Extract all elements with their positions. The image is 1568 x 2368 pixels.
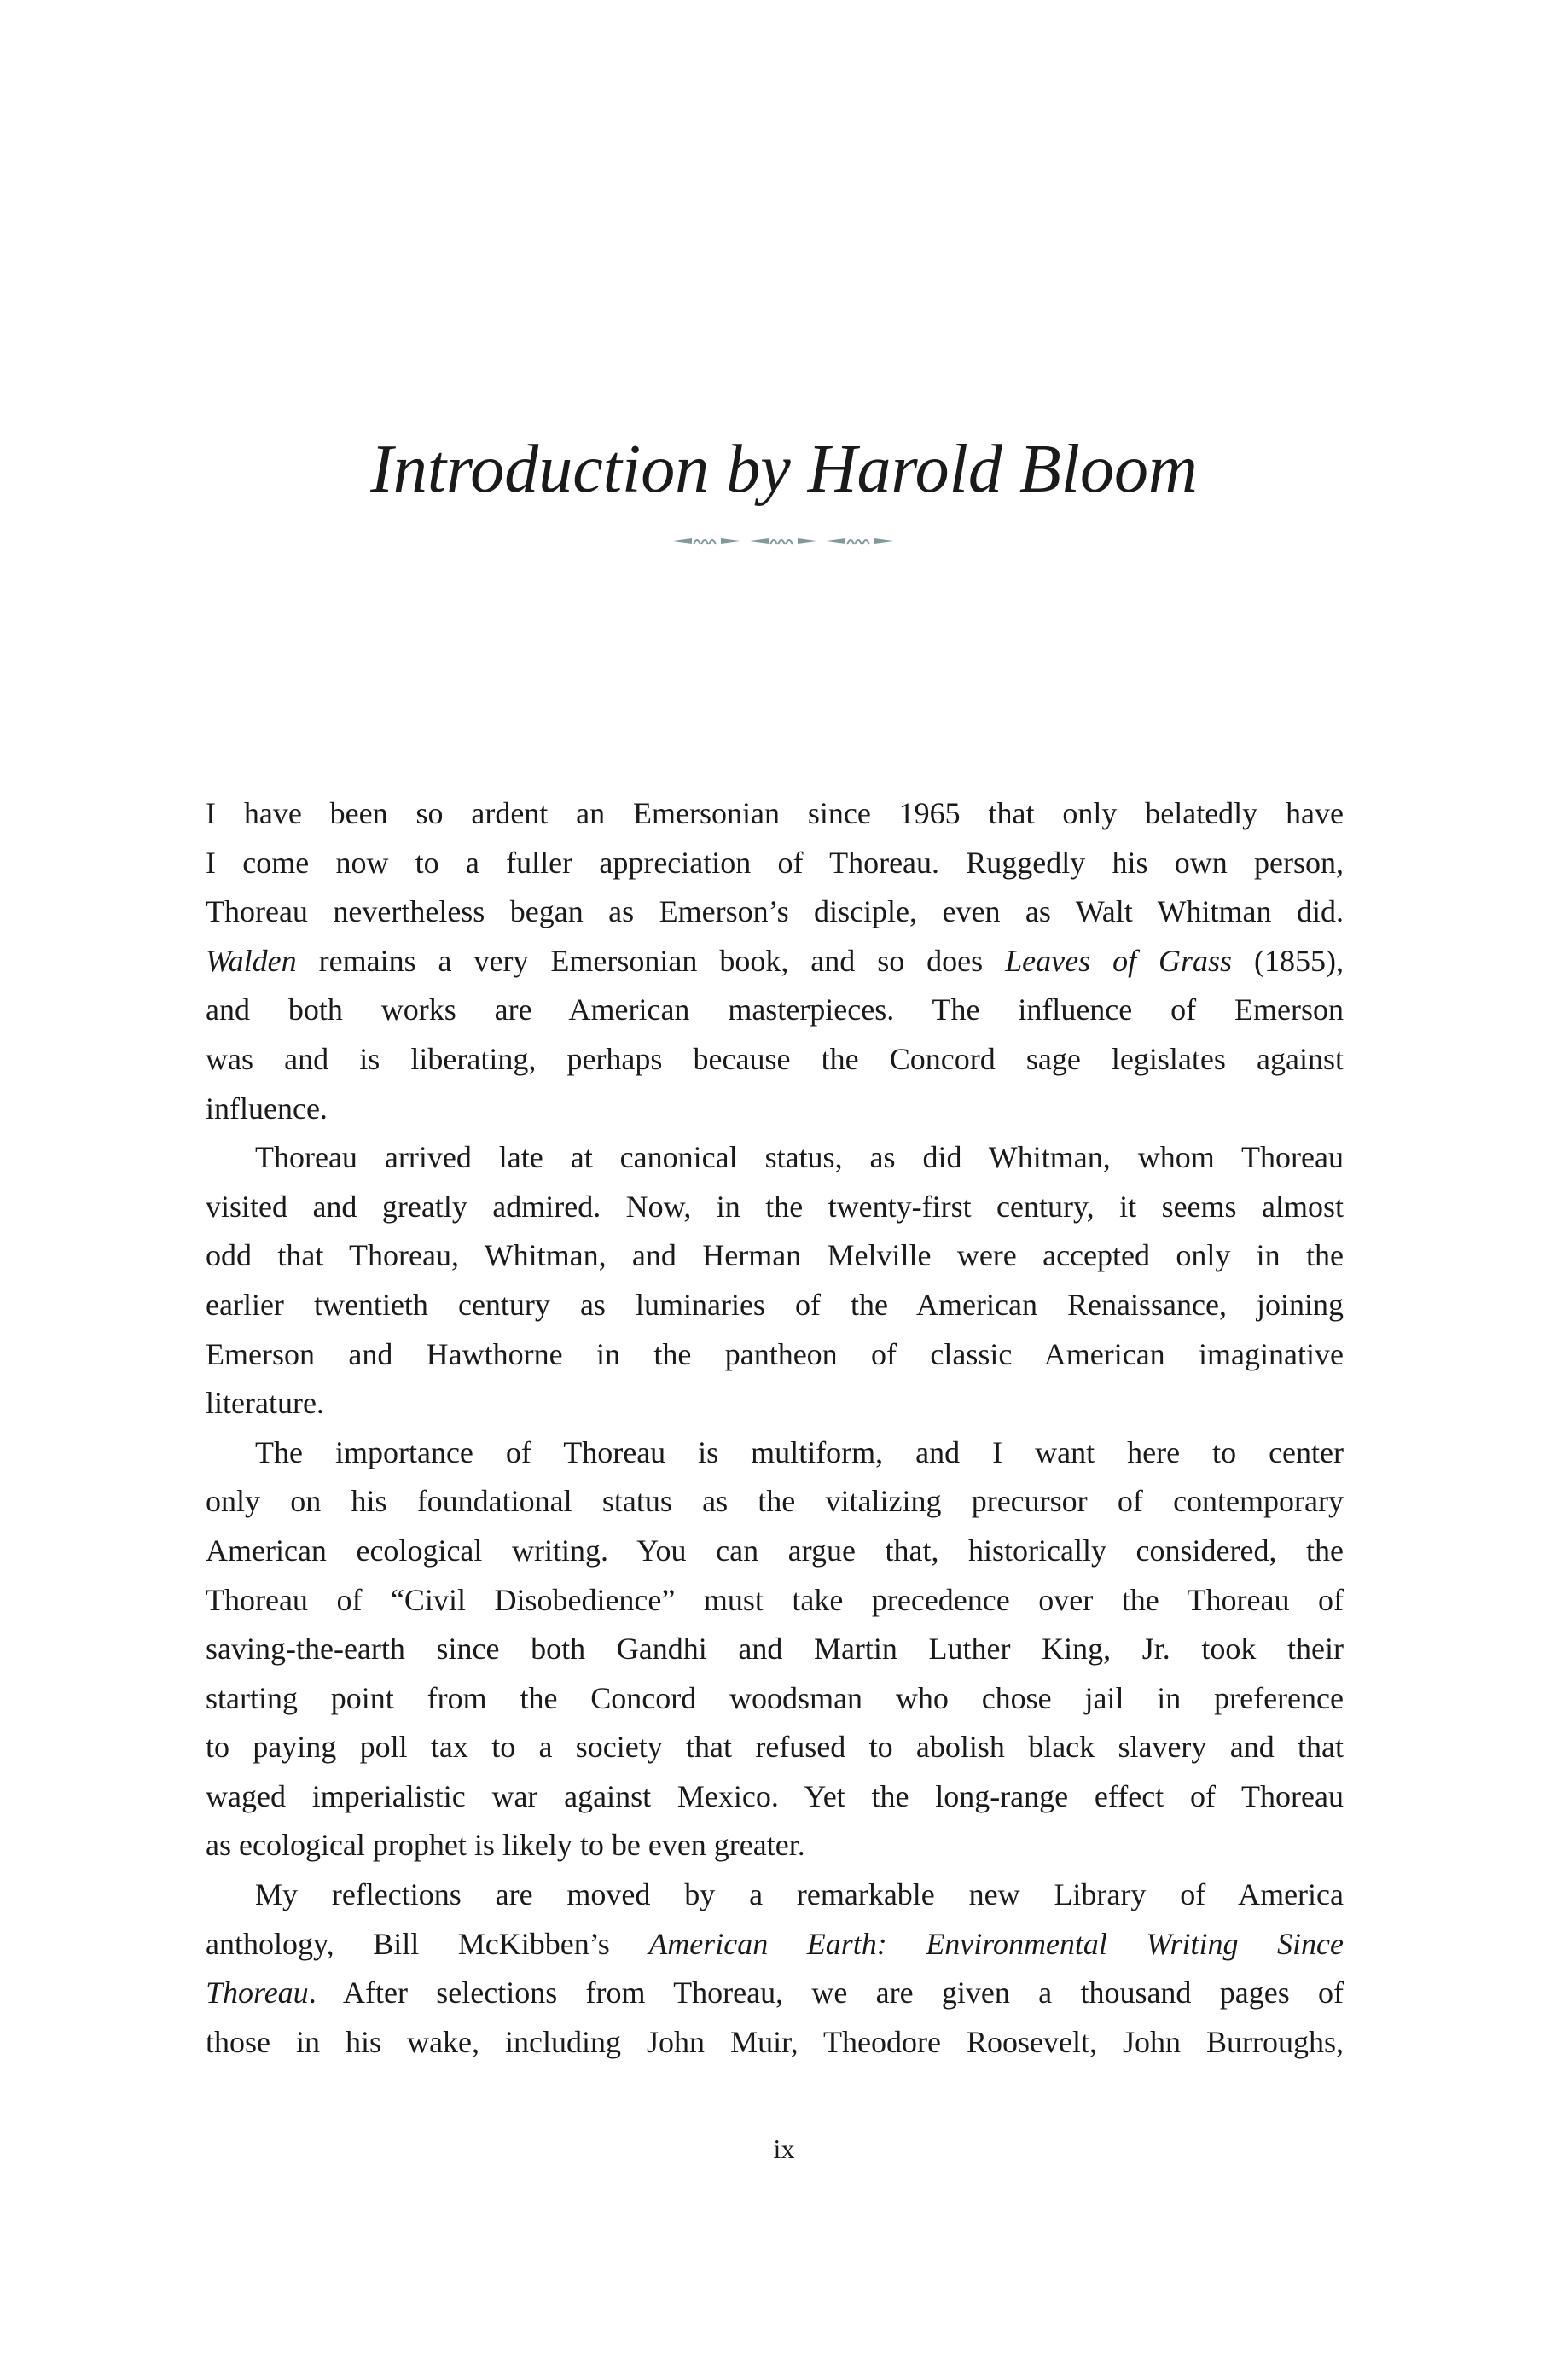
flourish-icon: [673, 531, 895, 551]
text-line: [206, 1183, 1344, 1232]
text-line: [206, 1674, 1344, 1724]
text-line: [206, 937, 1344, 986]
text-line: [206, 1379, 1344, 1428]
paragraph: [206, 1428, 1344, 1871]
text-line: [206, 1477, 1344, 1527]
text-line: [206, 1330, 1344, 1380]
text-line: [206, 1428, 1344, 1478]
text-segment: saving-the-earth since both Gandhi and Martin Luther King, Jr. took their: [206, 1632, 1344, 1667]
text-line: [206, 1821, 1344, 1871]
text-line: [206, 887, 1344, 937]
text-segment: anthology, Bill McKibben’s: [206, 1926, 649, 1961]
text-segment: My reflections are moved by a remarkable new Library of America: [255, 1877, 1344, 1912]
text-line: [206, 986, 1344, 1035]
italic-title: American Earth: Environmental Writing Since: [648, 1926, 1344, 1961]
text-line: [206, 1035, 1344, 1085]
text-segment: Thoreau nevertheless began as Emerson’s disciple, even as Walt Whitman did.: [206, 894, 1344, 929]
text-segment: and both works are American masterpieces. The influence of Emerson: [206, 992, 1344, 1027]
text-segment: waged imperialistic war against Mexico. Yet the long-range effect of Thoreau: [206, 1778, 1344, 1813]
text-line: [206, 1281, 1344, 1330]
text-line: [206, 1133, 1344, 1183]
text-line: [206, 1576, 1344, 1626]
text-line: [206, 1231, 1344, 1281]
text-segment: only on his foundational status as the vitalizing precursor of contemporary: [206, 1484, 1344, 1519]
text-line: [206, 1969, 1344, 2018]
page-number: ix: [773, 2133, 795, 2164]
text-line: [206, 1871, 1344, 1920]
text-line: [206, 839, 1344, 888]
italic-title: Leaves of Grass: [1005, 943, 1233, 978]
paragraph: [206, 1871, 1344, 2067]
text-segment: American ecological writing. You can argue that, historically considered, the: [206, 1533, 1344, 1568]
text-segment: Emerson and Hawthorne in the pantheon of classic American imaginative: [206, 1336, 1344, 1371]
body-text: [206, 789, 1344, 2067]
text-segment: . After selections from Thoreau, we are given a thousand pages of: [308, 1975, 1344, 2010]
text-segment: those in his wake, including John Muir, Theodore Roosevelt, John Burroughs,: [206, 2024, 1344, 2059]
paragraph: [206, 1133, 1344, 1428]
text-segment: earlier twentieth century as luminaries of the American Renaissance, joining: [206, 1287, 1344, 1322]
text-segment: visited and greatly admired. Now, in the twenty-first century, it seems almost: [206, 1189, 1344, 1224]
italic-title: Walden: [206, 943, 297, 978]
text-line: [206, 1085, 1344, 1134]
text-segment: was and is liberating, perhaps because the Concord sage legislates against: [206, 1041, 1344, 1076]
italic-title: Thoreau: [206, 1975, 309, 2010]
text-line: [206, 1920, 1344, 1969]
text-segment: odd that Thoreau, Whitman, and Herman Melville were accepted only in the: [206, 1238, 1344, 1273]
chapter-title: Introduction by Harold Bloom: [370, 432, 1198, 507]
text-segment: I come now to a fuller appreciation of Thoreau. Ruggedly his own person,: [206, 845, 1344, 880]
text-segment: remains a very Emersonian book, and so does: [296, 943, 1006, 978]
text-segment: influence.: [206, 1091, 328, 1126]
text-line: [206, 789, 1344, 839]
text-segment: (1855),: [1232, 943, 1344, 978]
text-segment: starting point from the Concord woodsman who chose jail in preference: [206, 1680, 1344, 1715]
text-line: [206, 1527, 1344, 1576]
text-segment: Thoreau of “Civil Disobedience” must take precedence over the Thoreau of: [206, 1582, 1344, 1617]
text-segment: as ecological prophet is likely to be even greater.: [206, 1828, 805, 1863]
text-segment: literature.: [206, 1386, 324, 1421]
text-segment: I have been so ardent an Emersonian since 1965 that only belatedly have: [206, 796, 1344, 830]
text-segment: to paying poll tax to a society that refused to abolish black slavery and that: [206, 1730, 1344, 1765]
ornament-divider: [0, 531, 1568, 556]
text-line: [206, 1772, 1344, 1822]
text-segment: The importance of Thoreau is multiform, and I want here to center: [255, 1434, 1344, 1469]
text-line: [206, 1625, 1344, 1674]
paragraph: [206, 789, 1344, 1133]
text-line: [206, 1723, 1344, 1772]
text-segment: Thoreau arrived late at canonical status, as did Whitman, whom Thoreau: [255, 1140, 1344, 1175]
text-line: [206, 2018, 1344, 2068]
